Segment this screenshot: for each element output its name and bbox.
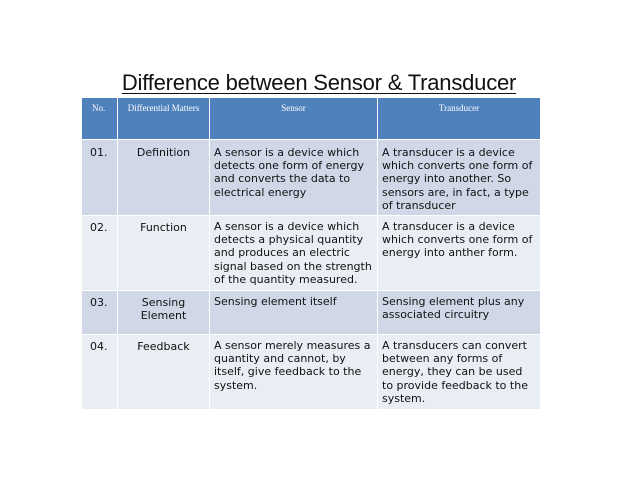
- table-row: [82, 140, 541, 216]
- row-number: 04.: [82, 335, 118, 410]
- table-header-row: [82, 98, 541, 140]
- row-sensor: Sensing element itself: [210, 291, 378, 335]
- row-matter: Sensing Element: [118, 291, 210, 335]
- header-sensor: Sensor: [210, 98, 378, 140]
- table-row: [82, 216, 541, 291]
- row-transducer: A transducers can convert between any forms of energy, they can be used to provide feedback to the system.: [378, 335, 541, 410]
- row-matter: Definition: [118, 140, 210, 216]
- row-sensor: A sensor is a device which detects one form of energy and converts the data to electrical energy: [210, 140, 378, 216]
- row-transducer: A transducer is a device which converts one form of energy into another. So sensors are, in fact, a type of transducer: [378, 140, 541, 216]
- comparison-table: [81, 97, 541, 410]
- row-transducer: A transducer is a device which converts one form of energy into anther form.: [378, 216, 541, 291]
- row-number: 03.: [82, 291, 118, 335]
- table-row: [82, 291, 541, 335]
- table-row: [82, 335, 541, 410]
- header-differential-matters: Differential Matters: [118, 98, 210, 140]
- row-matter: Function: [118, 216, 210, 291]
- row-number: 02.: [82, 216, 118, 291]
- row-matter: Feedback: [118, 335, 210, 410]
- header-transducer: Transducer: [378, 98, 541, 140]
- row-transducer: Sensing element plus any associated circuitry: [378, 291, 541, 335]
- row-sensor: A sensor is a device which detects a physical quantity and produces an electric signal based on the strength of the quantity measured.: [210, 216, 378, 291]
- row-number: 01.: [82, 140, 118, 216]
- header-no: No.: [82, 98, 118, 140]
- row-sensor: A sensor merely measures a quantity and cannot, by itself, give feedback to the system.: [210, 335, 378, 410]
- page-title: Difference between Sensor & Transducer: [121, 70, 517, 95]
